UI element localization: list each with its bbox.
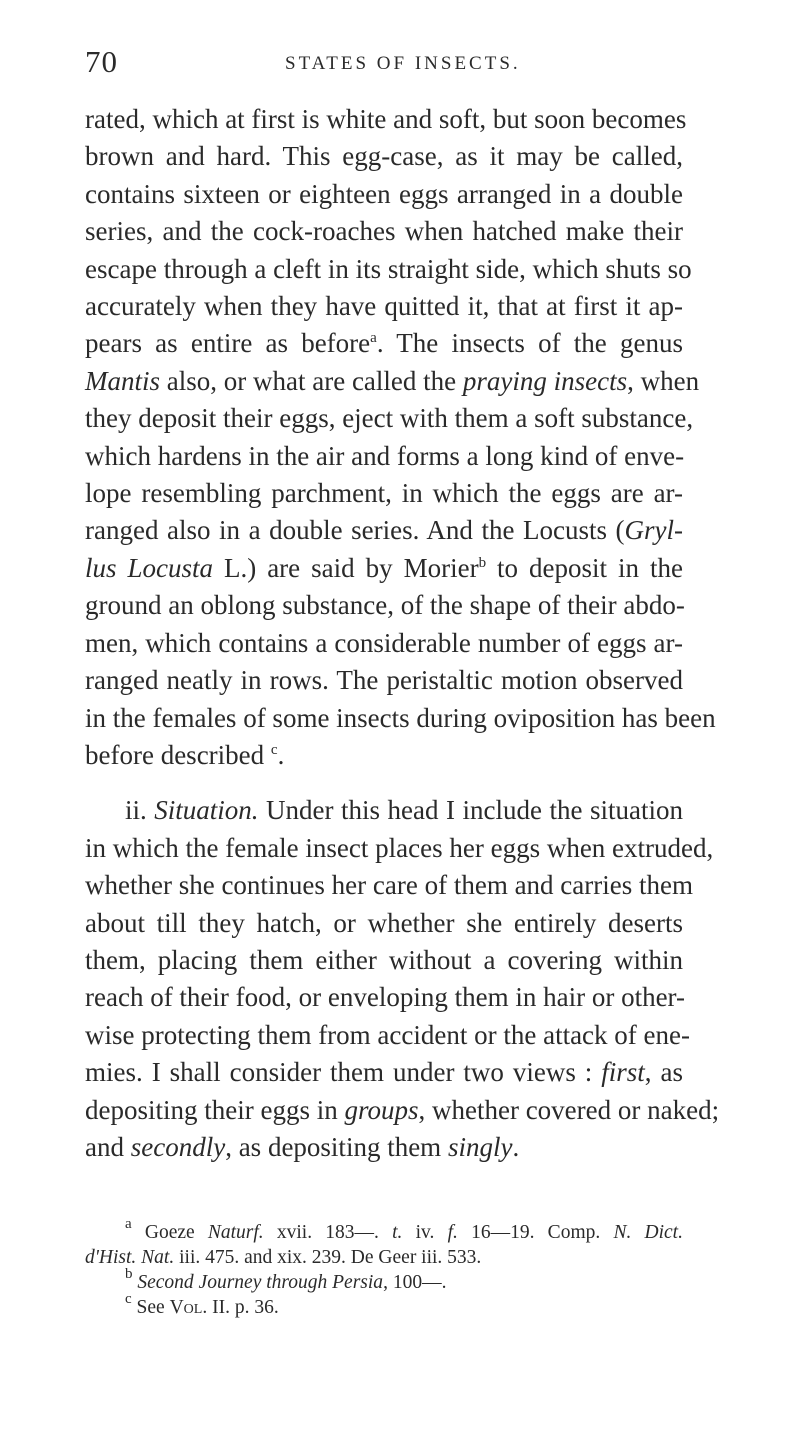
page-header [85,44,682,84]
text-line: which hardens in the air and forms a long kind of enve- [85,440,685,471]
text-line: them, placing them either without a covering within [85,944,683,975]
text-line [85,737,683,774]
italic-term: first [601,1057,645,1088]
text-line: rated, which at first is white and soft, but soon becomes [85,104,687,134]
italic-term: t. [392,1222,403,1243]
text-segment: Under this head I include the situation [258,795,683,826]
footnote-mark: a [125,1216,132,1232]
text-line [85,1054,683,1091]
small-caps-term: Vol. [169,1297,208,1318]
text-segment: mies. I shall consider them under two views : [85,1057,602,1088]
paragraph-1 [85,101,716,774]
text-segment: , when [627,365,700,396]
text-line: series, and the cock-roaches when hatched make their [85,216,683,247]
page-number: 70 [85,44,118,79]
text-segment: II. p. 36. [207,1297,279,1318]
text-segment: pears as entire as before [85,328,371,359]
body-text [85,101,720,1166]
italic-term: Gryl- [624,515,683,546]
text-line [85,550,683,587]
text-segment: also, or what are called the [160,365,463,396]
footnote-a-cont [85,1245,683,1270]
text-segment: xvii. 183—. [263,1222,393,1243]
text-segment: Goeze [131,1222,208,1243]
italic-term: groups [344,1094,419,1125]
footnotes [85,1216,683,1320]
footnote-ref-a: a [370,330,377,347]
text-segment: . [512,1131,520,1162]
footnote-b [85,1266,683,1295]
text-line: ranged neatly in rows. The peristaltic motion observed [85,665,683,696]
text-line: about till they hatch, or whether she entirely deserts [85,907,683,938]
italic-term: Mantis [85,365,161,396]
italic-term: Naturf. [207,1222,264,1243]
text-line: men, which contains a considerable number of eggs ar- [85,627,683,658]
text-line: whether she continues her care of them and carries them [85,870,693,901]
text-segment: depositing their eggs in [85,1094,345,1125]
text-segment: , as depositing them [225,1131,448,1162]
text-segment: , whether covered or naked; [418,1094,720,1125]
text-segment: ii. [125,795,155,826]
italic-term: d'Hist. Nat. [85,1247,175,1268]
italic-term: secondly [130,1131,226,1162]
text-line [85,792,683,829]
text-segment: . The insects of the genus [376,328,683,359]
footnote-mark: c [125,1291,132,1307]
text-segment: before described [85,739,271,770]
italic-term: N. Dict. [613,1222,683,1243]
text-line: reach of their food, or enveloping them in hair or other- [85,982,685,1013]
text-line: escape through a cleft in its straight side, which shuts so [85,253,692,284]
text-segment: See [131,1297,170,1318]
text-line: in which the female insect places her eggs when extruded, [85,832,714,863]
section-heading: Situation. [154,795,259,826]
footnote-c [85,1291,683,1320]
text-line [85,1129,683,1166]
text-line: lope resembling parchment, in which the eggs are ar- [85,478,683,509]
text-segment: , 100—. [383,1272,447,1293]
text-line [85,325,683,362]
footnote-mark: b [125,1266,133,1282]
text-line: brown and hard. This egg-case, as it may be called, [85,141,683,172]
text-segment: 16—19. Comp. [457,1222,614,1243]
italic-term: lus Locusta [85,552,213,583]
footnote-ref-b: b [478,554,487,571]
text-segment: iii. 475. and xix. 239. De Geer iii. 533. [174,1247,482,1268]
text-segment: iv. [402,1222,448,1243]
text-line [85,1092,720,1129]
text-segment: . [277,739,285,770]
text-line: accurately when they have quitted it, that at first it ap- [85,291,683,322]
footnote-a [85,1216,683,1245]
text-line: ground an oblong substance, of the shape of their abdo- [85,590,685,621]
italic-term: singly [447,1131,513,1162]
text-line [85,512,683,549]
footnote-ref-c: c [270,741,278,758]
text-segment: ranged also in a double series. And the Locusts ( [85,515,625,546]
italic-term: praying insects [462,365,628,396]
italic-term: Second Journey through Persia [132,1272,384,1293]
text-segment: and [85,1131,131,1162]
text-segment: to deposit in the [486,552,683,583]
text-line: contains sixteen or eighteen eggs arranged in a double [85,178,683,209]
text-line [85,363,700,400]
text-line: they deposit their eggs, eject with them a soft substance, [85,403,694,434]
text-line: in the females of some insects during oviposition has been [85,702,716,733]
running-title: STATES OF INSECTS. [285,53,521,74]
paragraph-2 [85,792,720,1166]
text-line: wise protecting them from accident or the attack of ene- [85,1019,690,1050]
italic-term: f. [447,1222,458,1243]
text-segment: L.) are said by Morier [213,552,479,583]
text-segment: , as [644,1057,683,1088]
